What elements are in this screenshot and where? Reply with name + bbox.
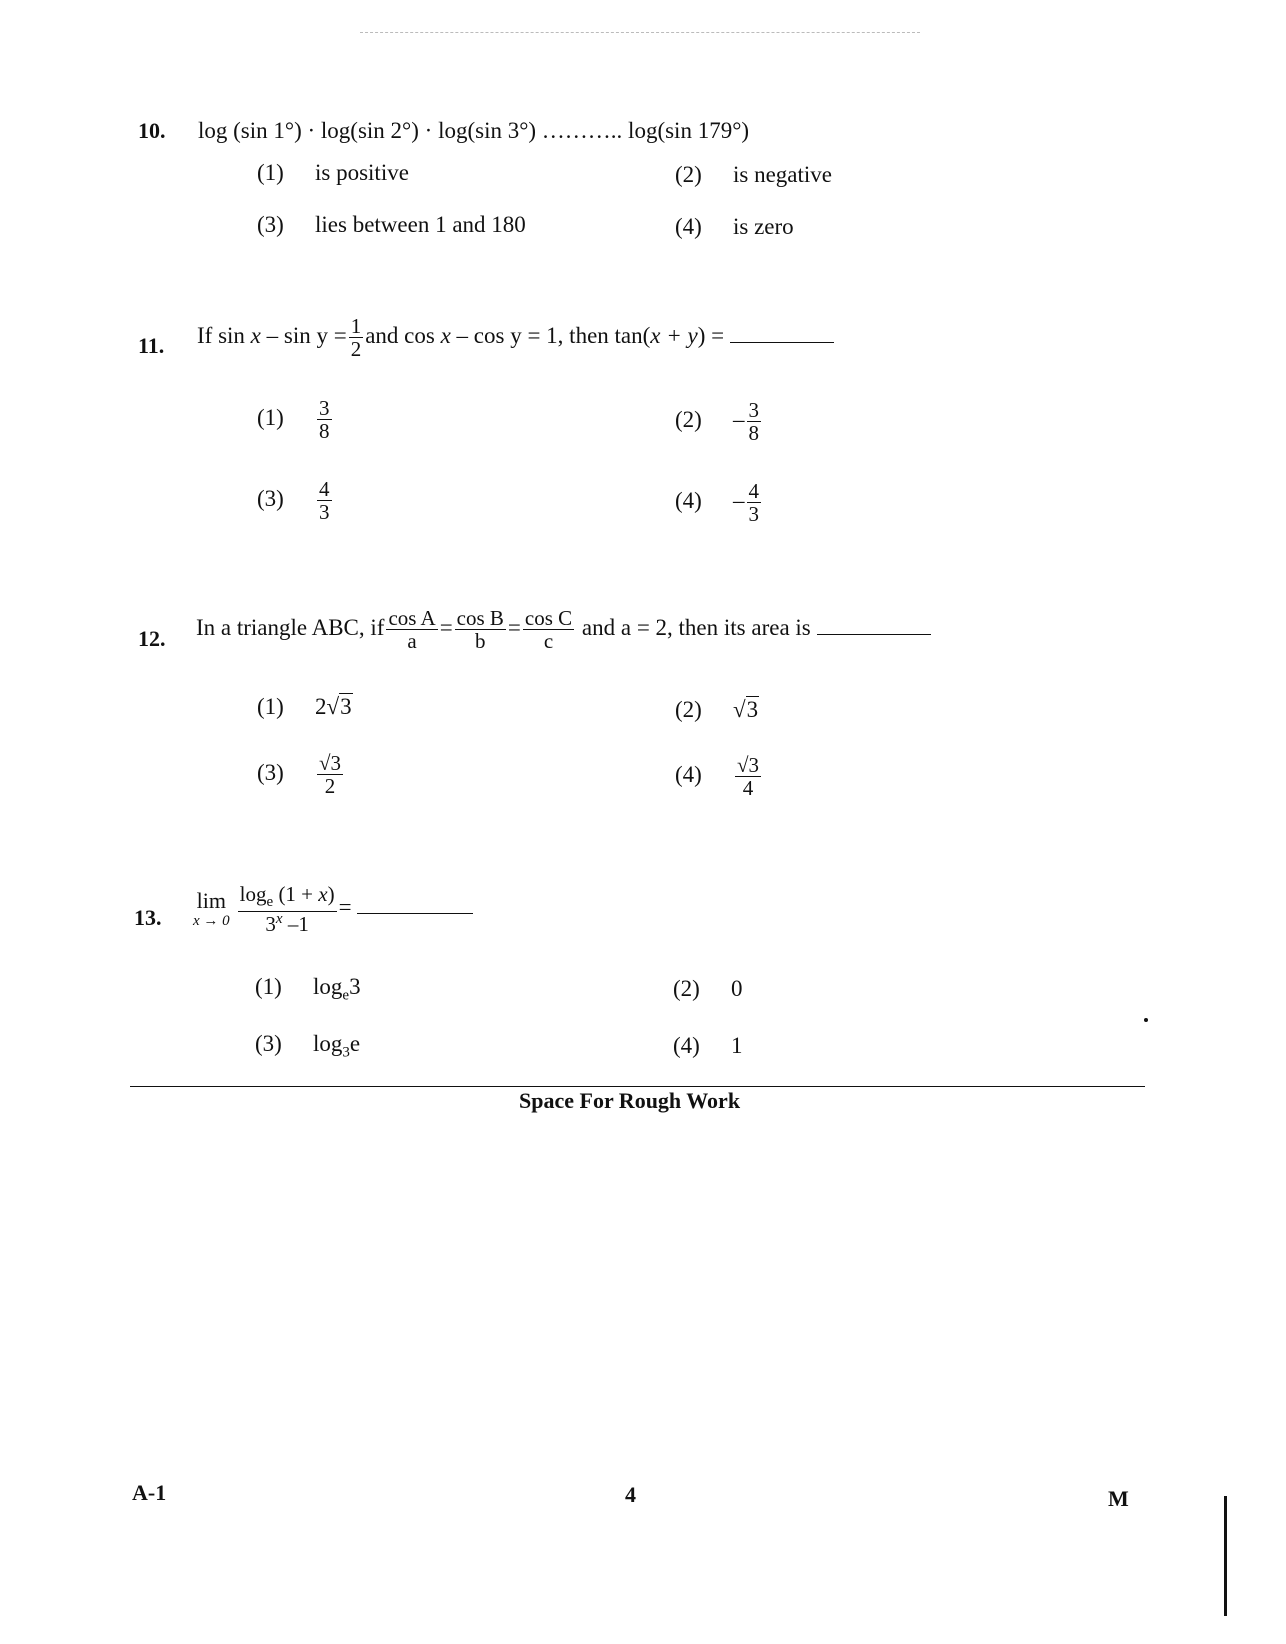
footer-code: A-1	[132, 1480, 167, 1505]
q12-option-3[interactable]	[257, 752, 345, 797]
q12-option-4[interactable]	[675, 754, 763, 799]
option-text: is negative	[733, 162, 832, 187]
q11-option-2[interactable]: (2) – $\frac{3}{8}$	[675, 398, 759, 446]
q10-option-3[interactable]	[257, 212, 526, 238]
option-fraction: $\frac{3}{8}$	[748, 398, 759, 446]
q12-option-1[interactable]: (1) 2√3	[257, 694, 352, 719]
q13-option-3[interactable]: (3) $\log_3e$	[255, 1031, 361, 1061]
limit-operator: lim x → 0	[193, 887, 230, 929]
option-label: (3)	[257, 212, 284, 237]
option-label: (1)	[257, 694, 284, 719]
option-fraction: $\frac{4}{3}$	[319, 477, 330, 525]
question-11-number: 11.	[138, 333, 165, 358]
option-text: lies between 1 and 180	[315, 212, 526, 237]
option-label: (3)	[257, 485, 284, 511]
q13-option-4[interactable]: (4) 1	[673, 1033, 743, 1058]
question-11-stem: If sin x – sin y = $\frac{1}{2}$ and cos x – cos y = 1, then tan(x + y) =	[197, 315, 834, 360]
q11-option-1[interactable]	[257, 397, 334, 442]
q11-option-3[interactable]	[257, 478, 334, 523]
option-label: (2)	[673, 976, 700, 1001]
question-12-stem: In a triangle ABC, if $\frac{\text{cos A}}{a}$ = $\frac{\text{cos B}}{b}$ = $\frac{\text{cos C}}{c}$ and a = 2, then its area is	[196, 607, 931, 652]
option-label: (2)	[675, 406, 702, 432]
q12-option-2[interactable]	[675, 697, 759, 723]
limit-fraction: $\frac{\log_e (1 + x)}{3^x -1}$	[239, 882, 335, 936]
option-label: (2)	[675, 697, 702, 722]
option-label: (1)	[257, 404, 284, 430]
top-scan-dash	[360, 32, 920, 33]
option-text: is positive	[315, 160, 409, 185]
q10-option-1[interactable]	[257, 160, 409, 186]
option-label: (4)	[675, 761, 702, 787]
fraction-cosB-b: $\frac{\text{cos B}}{b}$	[456, 606, 504, 654]
option-text: is zero	[733, 214, 794, 239]
option-fraction: $\frac{3}{8}$	[319, 396, 330, 444]
question-12-number: 12.	[138, 626, 166, 651]
answer-blank	[357, 913, 473, 914]
rough-work-heading: Space For Rough Work	[519, 1088, 741, 1113]
option-label: (1)	[257, 160, 284, 185]
q13-option-1[interactable]: (1) $\log_e3$	[255, 974, 361, 1004]
option-label: (4)	[675, 214, 702, 239]
option-fraction: $\frac{√3}{4}$	[737, 753, 760, 801]
option-label: (1)	[255, 974, 282, 999]
option-fraction: $\frac{4}{3}$	[748, 479, 759, 527]
stray-dot	[1144, 1018, 1148, 1022]
answer-blank	[817, 634, 931, 635]
option-label: (3)	[255, 1031, 282, 1056]
rough-work-divider	[130, 1086, 1145, 1087]
fraction-one-half: $\frac{1}{2}$	[350, 314, 362, 362]
sqrt-3: √3	[733, 697, 759, 722]
margin-bar	[1224, 1496, 1227, 1616]
fraction-cosC-c: $\frac{\text{cos C}}{c}$	[524, 606, 573, 654]
q10-option-2[interactable]	[675, 162, 832, 188]
answer-blank	[730, 342, 834, 343]
sqrt-3: √3	[326, 694, 352, 719]
question-10-number: 10.	[138, 118, 166, 143]
footer-version: M	[1108, 1486, 1129, 1511]
option-fraction: $\frac{√3}{2}$	[319, 751, 342, 799]
question-10-stem: log (sin 1°) · log(sin 2°) · log(sin 3°) ……….. log(sin 179°)	[198, 118, 750, 143]
q11-option-4[interactable]: (4) – $\frac{4}{3}$	[675, 479, 759, 527]
question-13-stem: lim x → 0 $\frac{\log_e (1 + x)}{3^x -1}$ =	[193, 883, 473, 935]
q13-option-2[interactable]: (2) 0	[673, 976, 743, 1001]
option-label: (3)	[257, 759, 284, 785]
fraction-cosA-a: $\frac{\text{cos A}}{a}$	[388, 606, 436, 654]
option-label: (4)	[673, 1033, 700, 1058]
page-number: 4	[625, 1482, 636, 1507]
q10-option-4[interactable]	[675, 214, 794, 240]
option-label: (4)	[675, 487, 702, 513]
question-13-number: 13.	[134, 905, 162, 930]
option-label: (2)	[675, 162, 702, 187]
